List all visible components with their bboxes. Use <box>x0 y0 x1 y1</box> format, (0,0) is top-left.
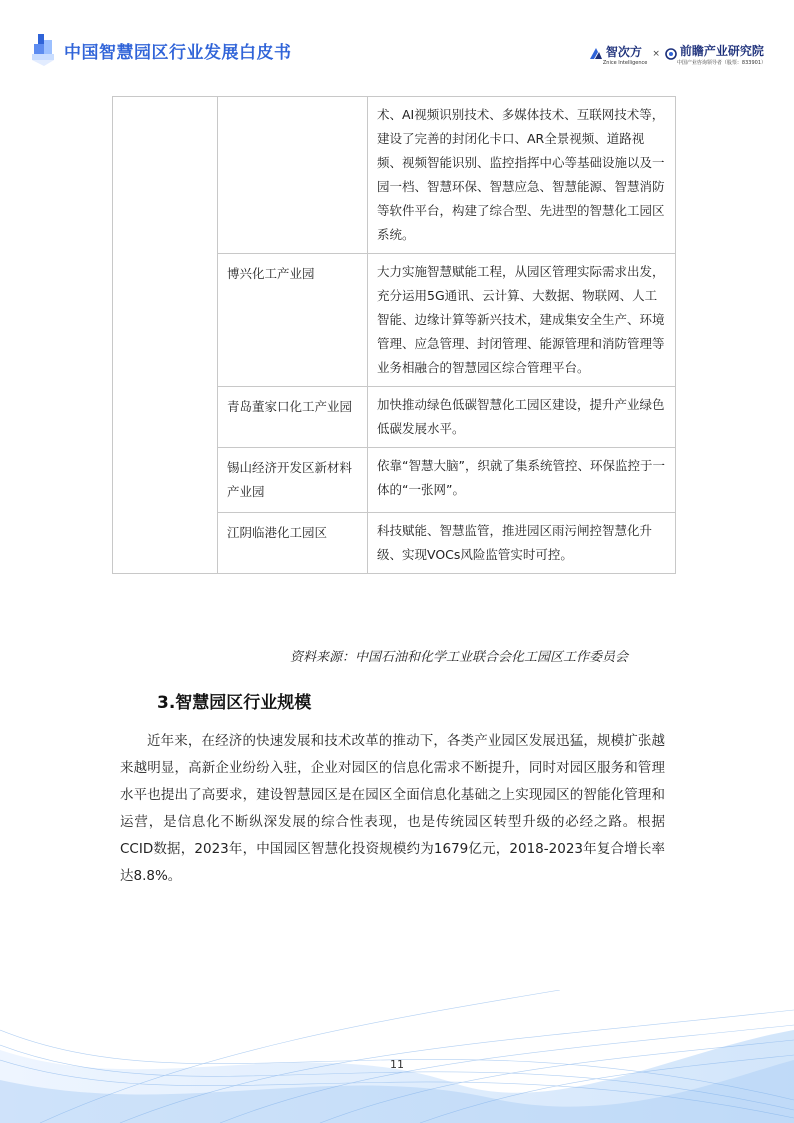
partner2-name: 前瞻产业研究院 <box>679 44 764 58</box>
park-name-cell: 江阴临港化工园区 <box>218 513 368 574</box>
brand <box>30 32 292 68</box>
section-paragraph: 近年来，在经济的快速发展和技术改革的推动下，各类产业园区发展迅猛，规模扩张越来越明显，高新企业纷纷入驻，企业对园区的信息化需求不断提升，同时对园区服务和管理水平也提出了高要求，建设智慧园区是在园区全面信息化基础之上实现园区的智能化管理和运营，是信息化不断纵深发展的综合性表现，也是传统园区转型升级的必经之路。根据CCID数据，2023年，中国园区智慧化投资规模约为1679亿元，2018-2023年复合增长率达8.8%。 <box>120 733 665 884</box>
page-header <box>0 0 794 80</box>
park-name-cell: 博兴化工产业园 <box>218 254 368 387</box>
category-cell <box>113 97 218 574</box>
park-description-cell: 大力实施智慧赋能工程，从园区管理实际需求出发，充分运用5G通讯、云计算、大数据、物联网、人工智能、边缘计算等新兴技术，建成集安全生产、环境管理、应急管理、封闭管理、能源管理和消防管理等业务相融合的智慧园区综合管理平台。 <box>368 254 676 387</box>
footer-wave-decoration <box>0 990 794 1123</box>
document-title: 中国智慧园区行业发展白皮书 <box>64 42 292 63</box>
table-row <box>113 97 676 254</box>
building-logo-icon <box>30 32 58 68</box>
park-name-cell: 锡山经济开发区新材料产业园 <box>218 448 368 513</box>
partner-zhicifang <box>589 43 648 66</box>
section-heading: 3.智慧园区行业规模 <box>157 693 312 713</box>
park-description-cell: 术、AI视频识别技术、多媒体技术、互联网技术等，建设了完善的封闭化卡口、AR全景视频、道路视频、视频智能识别、监控指挥中心等基础设施以及一园一档、智慧环保、智慧应急、智慧能源、智慧消防等软件平台，构建了综合型、先进型的智慧化工园区系统。 <box>368 97 676 254</box>
partner1-name: 智次方 <box>605 44 642 59</box>
park-description-cell: 依靠“智慧大脑”，织就了集系统管控、环保监控于一体的“一张网”。 <box>368 448 676 513</box>
partner-separator: × <box>652 49 660 59</box>
partner2-sub: 中国产业咨询领导者（股票：833901） <box>676 60 766 66</box>
park-table <box>112 96 676 574</box>
park-description-cell: 科技赋能、智慧监管，推进园区雨污闸控智慧化升级、实现VOCs风险监管实时可控。 <box>368 513 676 574</box>
partner-logos <box>589 42 766 66</box>
park-description-cell: 加快推动绿色低碳智慧化工园区建设，提升产业绿色低碳发展水平。 <box>368 387 676 448</box>
page-number: 11 <box>390 1058 404 1071</box>
qianzhan-logo-icon <box>665 48 677 60</box>
partner-qianzhan <box>665 42 766 66</box>
table-source: 资料来源：中国石油和化学工业联合会化工园区工作委员会 <box>290 650 629 665</box>
park-name-cell <box>218 97 368 254</box>
zhicifang-logo-icon <box>589 47 603 61</box>
park-name-cell: 青岛董家口化工产业园 <box>218 387 368 448</box>
partner1-sub: Znice Intelligence <box>602 59 648 66</box>
